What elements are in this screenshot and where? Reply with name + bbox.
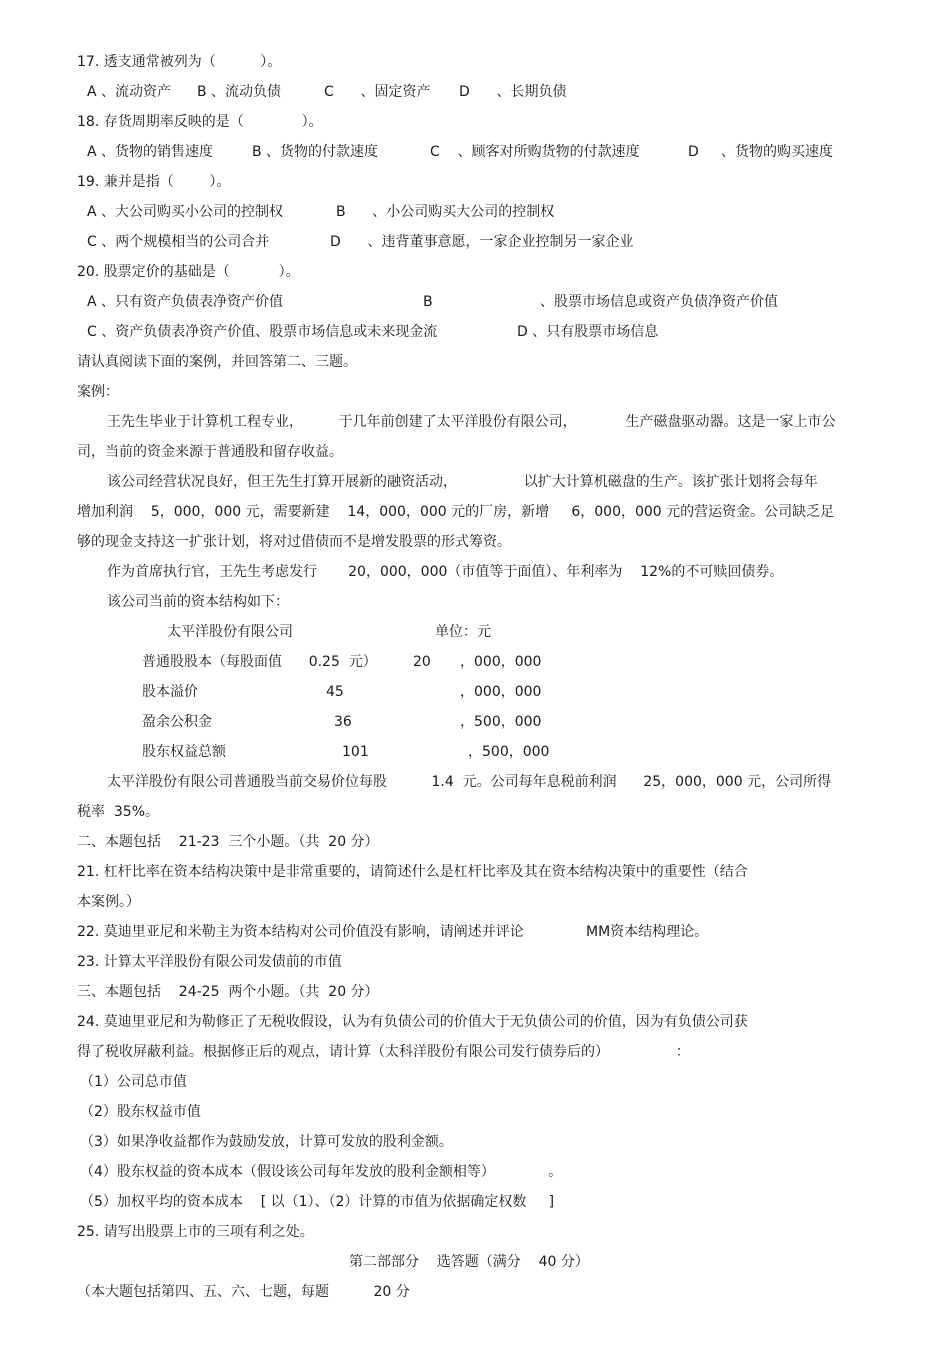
question-21: 21. 杠杆比率在资本结构决策中是非常重要的，请简述什么是杠杆比率及其在资本结构决策中的重要性（结合 bbox=[77, 864, 748, 880]
table-row-value: 20 bbox=[413, 654, 431, 670]
table-row-label: 股东权益总额 bbox=[142, 744, 226, 760]
case-paragraph-1: 王先生毕业于计算机工程专业， 于几年前创建了太平洋股份有限公司， 生产磁盘驱动器。这是一家上市公 bbox=[107, 414, 836, 430]
table-row-value-tail: ，500，000 bbox=[468, 744, 550, 760]
table-row-label: 盈余公积金 bbox=[142, 714, 212, 730]
question-19-option-b: B 、小公司购买大公司的控制权 bbox=[336, 204, 555, 220]
part-2-heading: 第二部部分 选答题（满分 40 分） bbox=[349, 1254, 589, 1270]
question-24-item: （5）加权平均的资本成本 [ 以（1）、（2）计算的市值为依据确定权数 ] bbox=[80, 1194, 555, 1210]
question-20-stem: 20. 股票定价的基础是（ ）。 bbox=[77, 264, 300, 280]
question-17-option-a: A 、流动资产 bbox=[87, 84, 172, 100]
table-row-value: 101 bbox=[342, 744, 369, 760]
question-21-cont: 本案例。） bbox=[77, 894, 140, 910]
table-row-value-tail: ，000，000 bbox=[460, 654, 542, 670]
table-row-label: 普通股股本（每股面值 0.25 元） bbox=[142, 654, 377, 670]
question-19-stem: 19. 兼并是指（ ）。 bbox=[77, 174, 231, 190]
question-24-item: （4）股东权益的资本成本（假设该公司每年发放的股利金额相等） 。 bbox=[80, 1164, 563, 1180]
question-18-stem: 18. 存货周期率反映的是（ ）。 bbox=[77, 114, 323, 130]
section-3-heading: 三、本题包括 24-25 两个小题。（共 20 分） bbox=[77, 984, 379, 1000]
question-19-option-c: C 、两个规模相当的公司合并 bbox=[87, 234, 270, 250]
question-25: 25. 请写出股票上市的三项有利之处。 bbox=[77, 1224, 314, 1240]
question-20-option-d: D 、只有股票市场信息 bbox=[517, 324, 659, 340]
question-23: 23. 计算太平洋股份有限公司发债前的市值 bbox=[77, 954, 342, 970]
case-paragraph-3: 作为首席执行官，王先生考虑发行 20，000，000（市值等于面值）、年利率为 12%的不可赎回债券。 bbox=[107, 564, 784, 580]
question-24-item: （1）公司总市值 bbox=[80, 1074, 187, 1090]
question-20-option-b-letter: B bbox=[423, 294, 433, 310]
question-20-option-a: A 、只有资产负债表净资产价值 bbox=[87, 294, 284, 310]
table-company-name: 太平洋股份有限公司 bbox=[167, 624, 293, 640]
question-18-option-c: C 、顾客对所购货物的付款速度 bbox=[430, 144, 640, 160]
question-18-option-b: B 、货物的付款速度 bbox=[252, 144, 379, 160]
part-2-note: （本大题包括第四、五、六、七题，每题 20 分 bbox=[77, 1284, 410, 1300]
question-18-option-d: D 、货物的购买速度 bbox=[688, 144, 834, 160]
question-17-option-c: C 、固定资产 bbox=[324, 84, 431, 100]
table-row-value-tail: ，000，000 bbox=[460, 684, 542, 700]
case-paragraph-2-cont2: 够的现金支持这一扩张计划，将对过借债而不是增发股票的形式筹资。 bbox=[77, 534, 511, 550]
table-row-value: 45 bbox=[326, 684, 344, 700]
table-unit: 单位：元 bbox=[435, 624, 491, 640]
question-20-option-b-text: 、股票市场信息或资产负债净资产价值 bbox=[540, 294, 778, 310]
table-row-label: 股本溢价 bbox=[142, 684, 198, 700]
table-row-value: 36 bbox=[334, 714, 352, 730]
case-paragraph-5: 太平洋股份有限公司普通股当前交易价位每股 1.4 元。公司每年息税前利润 25，000，000 元，公司所得 bbox=[107, 774, 832, 790]
question-17-option-d: D 、长期负债 bbox=[459, 84, 567, 100]
question-17-stem: 17. 透支通常被列为（ ）。 bbox=[77, 54, 282, 70]
question-24-item: （2）股东权益市值 bbox=[80, 1104, 201, 1120]
question-18-option-a: A 、货物的销售速度 bbox=[87, 144, 214, 160]
question-24-item: （3）如果净收益都作为鼓励发放，计算可发放的股利金额。 bbox=[80, 1134, 453, 1150]
question-20-option-c: C 、资产负债表净资产价值、股票市场信息或未来现金流 bbox=[87, 324, 438, 340]
case-paragraph-5-cont: 税率 35%。 bbox=[77, 804, 160, 820]
case-paragraph-1-cont: 司，当前的资金来源于普通股和留存收益。 bbox=[77, 444, 343, 460]
case-label: 案例： bbox=[77, 384, 119, 400]
case-instruction: 请认真阅读下面的案例，并回答第二、三题。 bbox=[77, 354, 357, 370]
question-24-cont: 得了税收屏蔽利益。根据修正后的观点，请计算（太科洋股份有限公司发行债券后的） ： bbox=[77, 1044, 690, 1060]
section-2-heading: 二、本题包括 21-23 三个小题。（共 20 分） bbox=[77, 834, 379, 850]
question-22: 22. 莫迪里亚尼和米勒主为资本结构对公司价值没有影响，请阐述并评论 MM资本结构理论。 bbox=[77, 924, 709, 940]
question-24: 24. 莫迪里亚尼和为勒修正了无税收假设，认为有负债公司的价值大于无负债公司的价值，因为有负债公司获 bbox=[77, 1014, 748, 1030]
case-paragraph-4: 该公司当前的资本结构如下： bbox=[107, 594, 289, 610]
case-paragraph-2: 该公司经营状况良好，但王先生打算开展新的融资活动， 以扩大计算机磁盘的生产。该扩张计划将会每年 bbox=[107, 474, 818, 490]
question-19-option-a: A 、大公司购买小公司的控制权 bbox=[87, 204, 284, 220]
table-row-value-tail: ，500，000 bbox=[460, 714, 542, 730]
case-paragraph-2-cont: 增加利润 5，000，000 元，需要新建 14，000，000 元的厂房，新增 6，000，000 元的营运资金。公司缺乏足 bbox=[77, 504, 835, 520]
question-19-option-d: D 、违背董事意愿，一家企业控制另一家企业 bbox=[330, 234, 634, 250]
question-17-option-b: B 、流动负债 bbox=[197, 84, 282, 100]
